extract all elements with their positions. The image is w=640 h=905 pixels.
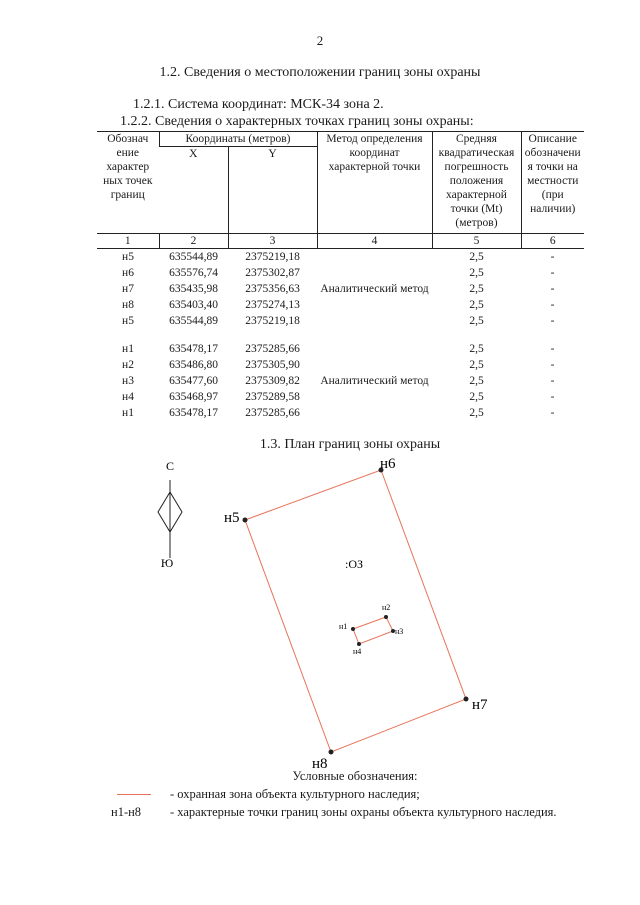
cell-point: н5: [122, 251, 134, 263]
point-label: н5: [224, 510, 240, 526]
cell-x: 635468,97: [169, 391, 218, 403]
cell-desc: -: [550, 251, 555, 263]
cell-error: 2,5: [469, 251, 484, 263]
point-marker: [351, 627, 355, 631]
coordinates-table: [97, 131, 584, 421]
cell-error: 2,5: [469, 375, 484, 387]
cell-error: 2,5: [469, 407, 484, 419]
point-label: н3: [395, 627, 404, 636]
table-gap-row: [97, 329, 584, 341]
page-number: 2: [316, 33, 324, 48]
cell-x: 635403,40: [169, 299, 218, 311]
cell-error: 2,5: [469, 283, 484, 295]
cell-y: 2375305,90: [245, 359, 300, 371]
legend-points-key: н1-н8: [111, 805, 142, 819]
cell-error: 2,5: [469, 267, 484, 279]
cell-desc: -: [550, 299, 555, 311]
header-description: Описание обозначени я точки на местности (при наличии): [521, 132, 584, 234]
cell-point: н6: [122, 267, 134, 279]
cell-method: Аналитический метод: [320, 375, 429, 387]
legend-line-swatch: [117, 794, 151, 795]
point-label: н2: [382, 603, 391, 612]
cell-y: 2375285,66: [245, 407, 300, 419]
cell-x: 635478,17: [169, 407, 218, 419]
point-marker: [243, 518, 248, 523]
point-marker: [329, 750, 334, 755]
legend-title: Условные обозначения:: [292, 769, 418, 783]
table-row: [97, 249, 584, 266]
protection-zone-boundary: [245, 470, 466, 752]
cell-method: Аналитический метод: [320, 283, 429, 295]
cell-error: 2,5: [469, 299, 484, 311]
cell-desc: -: [550, 283, 555, 295]
legend-points-text: - характерные точки границ зоны охраны объекта культурного наследия.: [170, 805, 557, 819]
north-arrow-icon: [158, 480, 182, 558]
cell-y: 2375289,58: [245, 391, 300, 403]
cell-y: 2375274,13: [245, 299, 300, 311]
cell-y: 2375309,82: [245, 375, 300, 387]
cell-error: 2,5: [469, 359, 484, 371]
cell-desc: -: [550, 267, 555, 279]
cell-point: н1: [122, 407, 134, 419]
cell-point: н3: [122, 375, 134, 387]
header-coordinates: Координаты (метров): [159, 132, 317, 147]
cell-point: н4: [122, 391, 134, 403]
cell-x: 635544,89: [169, 315, 218, 327]
cell-desc: -: [550, 407, 555, 419]
header-method: Метод определения координат характерной точки: [317, 132, 432, 234]
point-label: н7: [472, 697, 488, 713]
col-number: 4: [317, 234, 432, 249]
zone-label: :ОЗ: [344, 557, 364, 571]
header-y: Y: [228, 147, 317, 234]
cell-y: 2375219,18: [245, 251, 300, 263]
header-x: X: [189, 148, 198, 160]
table-row: [97, 341, 584, 357]
cell-error: 2,5: [469, 315, 484, 327]
cell-error: 2,5: [469, 391, 484, 403]
south-label: Ю: [160, 556, 174, 570]
cell-desc: -: [550, 343, 555, 355]
cell-y: 2375356,63: [245, 283, 300, 295]
point-label: н8: [312, 756, 328, 770]
header-point-name: Обознач ение характер ных точек границ: [97, 132, 159, 234]
point-marker: [464, 697, 469, 702]
cell-point: н8: [122, 299, 134, 311]
point-label: н4: [353, 647, 362, 656]
cell-x: 635478,17: [169, 343, 218, 355]
cell-point: н5: [122, 315, 134, 327]
table-header-row: [97, 132, 584, 147]
cell-point: н7: [122, 283, 134, 295]
coordinate-system-heading: 1.2.1. Система координат: МСК-34 зона 2.: [133, 97, 384, 112]
col-number: 1: [97, 234, 159, 249]
cell-desc: -: [550, 315, 555, 327]
col-number: 6: [521, 234, 584, 249]
cell-point: н2: [122, 359, 134, 371]
column-number-row: [97, 234, 584, 249]
object-boundary: [353, 617, 393, 644]
col-number: 5: [432, 234, 521, 249]
boundary-plan: [0, 450, 640, 770]
plan-title: 1.3. План границ зоны охраны: [259, 437, 441, 452]
cell-y: 2375219,18: [245, 315, 300, 327]
cell-y: 2375302,87: [245, 267, 300, 279]
cell-desc: -: [550, 391, 555, 403]
cell-desc: -: [550, 359, 555, 371]
cell-y: 2375285,66: [245, 343, 300, 355]
cell-x: 635435,98: [169, 283, 218, 295]
point-label: н6: [380, 456, 396, 472]
col-number: 3: [228, 234, 317, 249]
cell-x: 635477,60: [169, 375, 218, 387]
north-label: С: [165, 459, 175, 473]
cell-error: 2,5: [469, 343, 484, 355]
section-title: 1.2. Сведения о местоположении границ зоны охраны: [159, 65, 481, 80]
point-marker: [357, 642, 361, 646]
header-error: Средняя квадратическая погрешность положения характерной точки (Mt) (метров): [432, 132, 521, 234]
cell-point: н1: [122, 343, 134, 355]
col-number: 2: [159, 234, 228, 249]
legend-line-text: - охранная зона объекта культурного наследия;: [170, 787, 420, 801]
cell-desc: -: [550, 375, 555, 387]
points-heading: 1.2.2. Сведения о характерных точках границ зоны охраны:: [120, 114, 474, 129]
cell-x: 635576,74: [169, 267, 218, 279]
cell-x: 635486,80: [169, 359, 218, 371]
point-marker: [384, 615, 388, 619]
cell-x: 635544,89: [169, 251, 218, 263]
point-label: н1: [339, 622, 348, 631]
